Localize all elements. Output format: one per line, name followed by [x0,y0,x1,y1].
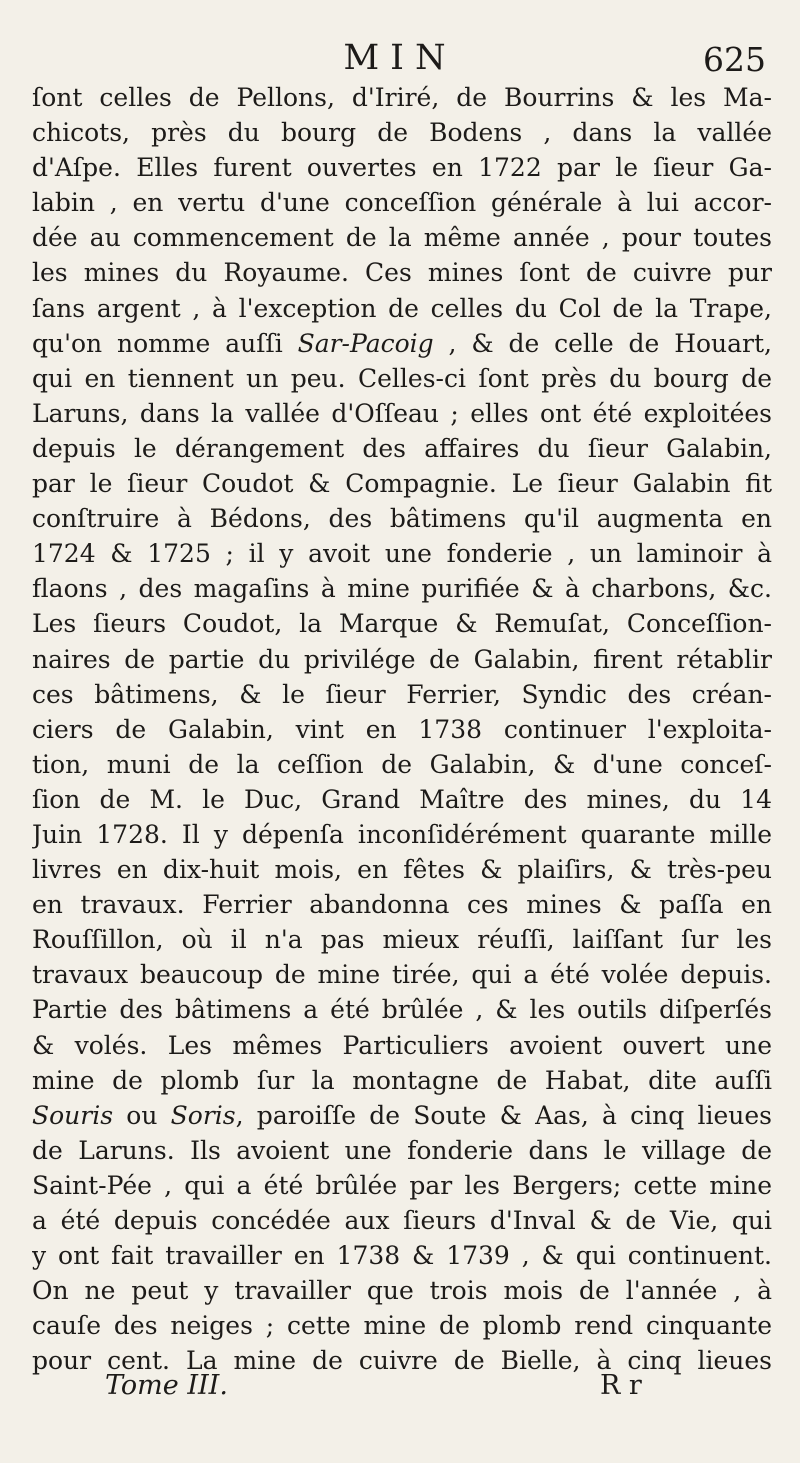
text-line [32,536,772,571]
text-line [32,185,772,220]
italic-text: Soris [170,1100,236,1130]
text-segment: y ont fait travailler en 1738 & 1739 , & qui continuent. [32,1241,772,1271]
text-segment: ou [113,1100,171,1130]
text-line [32,361,772,396]
text-line [32,782,772,817]
text-segment: travaux beaucoup de mine tirée, qui a été volée depuis. [32,960,772,990]
running-head: MIN [343,38,457,78]
text-segment: , paroiſſe de Soute & Aas, à cinq lieues [235,1100,772,1130]
text-line [32,1273,772,1308]
text-segment: flaons , des magaſins à mine purifiée & à charbons, &c. [32,574,772,604]
text-segment: labin , en vertu d'une conceſſion générale à lui accor- [32,188,772,218]
body-text [32,80,772,1378]
text-segment: les mines du Royaume. Ces mines ſont de cuivre pur [32,258,772,288]
text-line [32,1203,772,1238]
text-line [32,326,772,361]
text-line [32,1063,772,1098]
text-line [32,887,772,922]
text-segment: conſtruire à Bédons, des bâtimens qu'il augmenta en [32,504,772,534]
text-line [32,1308,772,1343]
text-segment: 1724 & 1725 ; il y avoit une fonderie , un laminoir à [32,539,772,569]
page-number: 625 [703,40,766,79]
text-line [32,571,772,606]
text-line [32,80,772,115]
text-line [32,1133,772,1168]
text-line [32,747,772,782]
text-line [32,677,772,712]
text-segment: livres en dix-huit mois, en fêtes & plaiſirs, & très-peu [32,855,772,885]
italic-text: Sar-Pacoig [297,328,434,358]
text-line [32,922,772,957]
text-segment: Laruns, dans la vallée d'Oſſeau ; elles ont été exploitées [32,398,772,428]
page-footer [0,1370,800,1410]
text-line [32,1168,772,1203]
text-segment: par le ſieur Coudot & Compagnie. Le ſieur Galabin fit [32,469,772,499]
text-line [32,115,772,150]
text-line [32,255,772,290]
text-segment: dée au commencement de la même année , pour toutes [32,223,772,253]
text-line [32,606,772,641]
text-segment: qui en tiennent un peu. Celles-ci ſont près du bourg de [32,363,772,393]
text-segment: d'Aſpe. Elles furent ouvertes en 1722 par le ſieur Ga- [32,153,772,183]
text-segment: qu'on nomme auſſi [32,328,298,358]
text-line [32,501,772,536]
italic-text: Souris [32,1100,114,1130]
text-segment: de Laruns. Ils avoient une fonderie dans le village de [32,1135,772,1165]
text-segment: Rouſſillon, où il n'a pas mieux réuſſi, laiſſant ſur les [32,925,772,955]
text-segment: Partie des bâtimens a été brûlée , & les outils diſperſés [32,995,772,1025]
signature-mark: R r [600,1370,642,1401]
text-segment: ciers de Galabin, vint en 1738 continuer l'exploita- [32,714,772,744]
text-segment: a été depuis concédée aux ſieurs d'Inval & de Vie, qui [32,1206,772,1235]
text-line [32,1098,772,1133]
text-line [32,396,772,431]
text-segment: depuis le dérangement des affaires du ſieur Galabin, [32,433,772,463]
text-segment: naires de partie du privilége de Galabin, firent rétablir [32,644,772,674]
text-segment: en travaux. Ferrier abandonna ces mines & paſſa en [32,890,772,920]
text-segment: , & de celle de Houart, [433,328,772,358]
text-line [32,150,772,185]
text-segment: mine de plomb ſur la montagne de Habat, dite auſſi [32,1065,772,1095]
text-segment: Saint-Pée , qui a été brûlée par les Bergers; cette mine [32,1170,772,1200]
text-line [32,817,772,852]
text-line [32,852,772,887]
text-line [32,220,772,255]
text-segment: Les ſieurs Coudot, la Marque & Remuſat, Conceſſion- [32,609,772,639]
text-segment: cauſe des neiges ; cette mine de plomb rend cinquante [32,1311,772,1341]
volume-label: Tome III. [105,1370,228,1401]
text-line [32,1238,772,1273]
text-segment: ſans argent , à l'exception de celles du Col de la Trape, [32,293,772,323]
text-line [32,992,772,1027]
text-line [32,642,772,677]
text-segment: chicots, près du bourg de Bodens , dans la vallée [32,118,772,148]
text-line [32,1028,772,1063]
text-line [32,291,772,326]
text-segment: ſont celles de Pellons, d'Iriré, de Bourrins & les Ma- [32,83,772,112]
text-line [32,431,772,466]
text-segment: ces bâtimens, & le ſieur Ferrier, Syndic des créan- [32,679,772,709]
text-line [32,957,772,992]
text-line [32,466,772,501]
text-segment: On ne peut y travailler que trois mois de l'année , à [32,1276,772,1306]
text-segment: pour cent. La mine de cuivre de Bielle, à cinq lieues [32,1346,772,1376]
text-segment: tion, muni de la ceſſion de Galabin, & d'une conceſ- [32,749,772,779]
text-segment: & volés. Les mêmes Particuliers avoient ouvert une [32,1030,772,1060]
text-segment: Juin 1728. Il y dépenſa inconſidérément quarante mille [32,819,772,849]
text-line [32,712,772,747]
text-segment: ſion de M. le Duc, Grand Maître des mines, du 14 [32,784,772,814]
